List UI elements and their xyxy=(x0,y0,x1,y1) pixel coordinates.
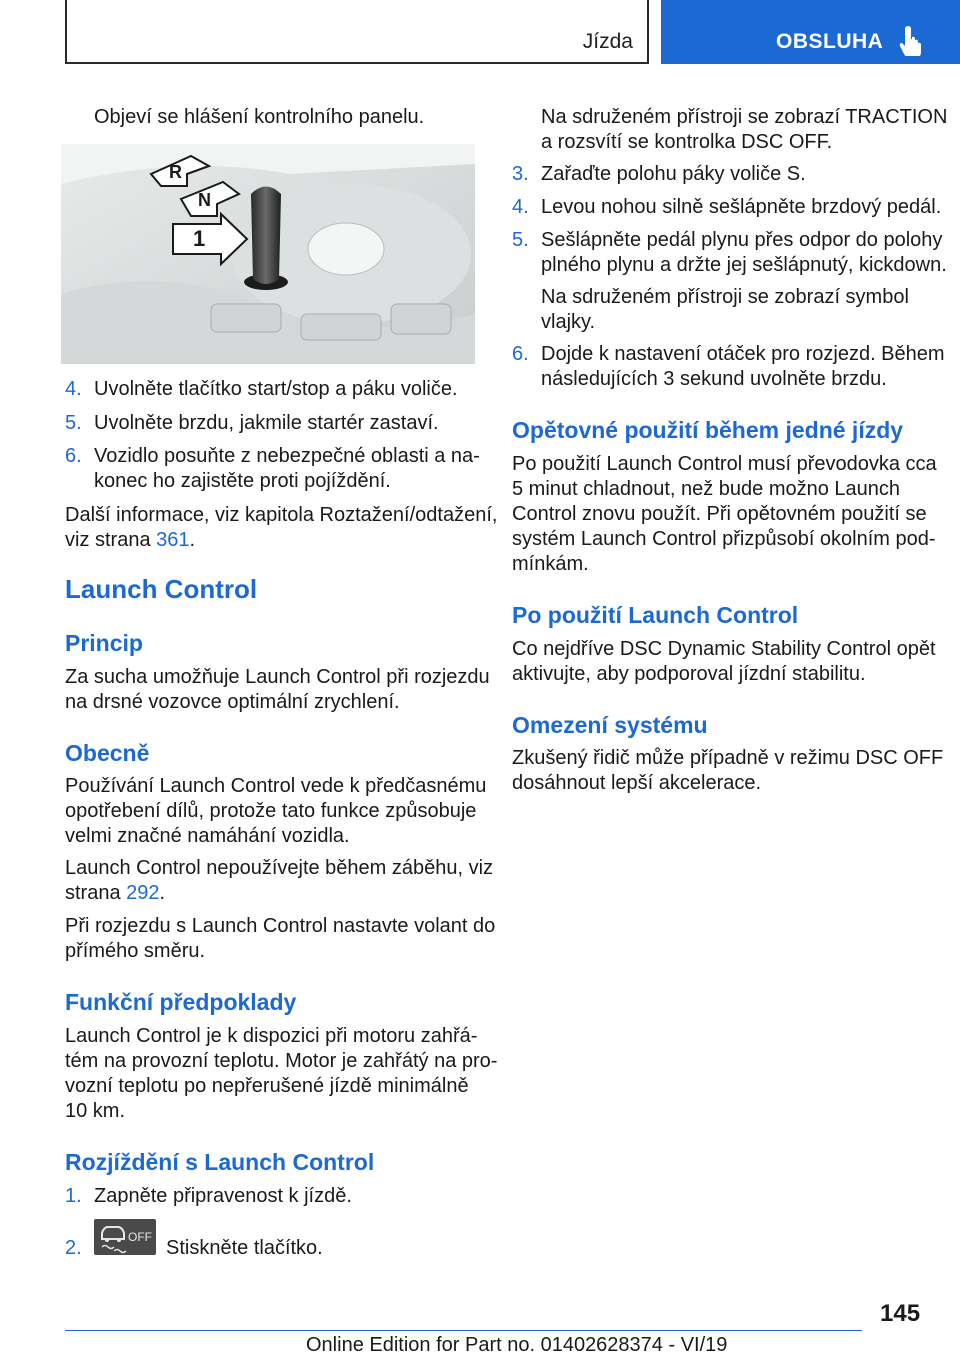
cont-text: Na sdruženém přístroji se zobrazí TRACTION xyxy=(541,106,948,128)
image-label-r: R xyxy=(169,162,182,182)
more-info-text: Další informace, viz kapitola Roztažení/odtažení, xyxy=(65,504,498,526)
opetovne-text: Po použití Launch Control musí převodovka cca xyxy=(512,453,937,475)
heading-po-pouziti: Po použití Launch Control xyxy=(512,602,799,628)
heading-launch-control: Launch Control xyxy=(65,574,258,604)
step-text: následujících 3 sekund uvolněte brzdu. xyxy=(541,368,887,390)
intro-text: Objeví se hlášení kontrolního panelu. xyxy=(94,106,425,128)
button-off-label: OFF xyxy=(128,1230,152,1244)
funkcni-text: Launch Control je k dispozici při motoru zahřá- xyxy=(65,1025,478,1047)
step-number: 2. xyxy=(65,1237,82,1259)
obecne-text: opotřebení dílů, protože tato funkce způsobuje xyxy=(65,800,477,822)
funkcni-text: tém na provozní teplotu. Motor je zahřátý na pro- xyxy=(65,1050,498,1072)
omezeni-text: dosáhnout lepší akcelerace. xyxy=(512,772,762,794)
step-text: Zapněte připravenost k jízdě. xyxy=(94,1185,352,1207)
popouziti-text: aktivujte, aby podporoval jízdní stabilitu. xyxy=(512,663,866,685)
opetovne-text: 5 minut chladnout, než bude možno Launch xyxy=(512,478,901,500)
princip-text: na drsné vozovce optimální zrychlení. xyxy=(65,691,400,713)
obecne-text: Při rozjezdu s Launch Control nastavte volant do xyxy=(65,915,496,937)
obecne-text: Používání Launch Control vede k předčasnému xyxy=(65,775,487,797)
step-text: Uvolněte tlačítko start/stop a páku voliče. xyxy=(94,378,458,400)
dsc-off-button-icon xyxy=(94,1219,156,1255)
step-number: 4. xyxy=(512,196,529,218)
pointing-hand-icon xyxy=(899,24,927,56)
step-text: Stiskněte tlačítko. xyxy=(166,1237,323,1259)
step-text: konec ho zajistěte proti pojíždění. xyxy=(94,470,391,492)
heading-opetovne-pouziti: Opětovné použití během jedné jízdy xyxy=(512,417,904,443)
heading-funkcni-predpoklady: Funkční předpoklady xyxy=(65,989,297,1015)
header-section-tab xyxy=(65,0,649,64)
popouziti-text: Co nejdříve DSC Dynamic Stability Control opět xyxy=(512,638,936,660)
obecne-text: strana 292. xyxy=(65,882,166,904)
obecne-text: Launch Control nepoužívejte během záběhu, viz xyxy=(65,857,494,879)
header-chapter-tab[interactable] xyxy=(661,0,960,64)
step-text: Levou nohou silně sešlápněte brzdový pedál. xyxy=(541,196,942,218)
gear-selector-photo xyxy=(61,144,475,364)
image-label-n: N xyxy=(198,190,211,210)
princip-text: Za sucha umožňuje Launch Control při rozjezdu xyxy=(65,666,490,688)
step-text: Vozidlo posuňte z nebezpečné oblasti a na- xyxy=(94,445,480,467)
obecne-text: velmi značné namáhání vozidla. xyxy=(65,825,350,847)
opetovne-text: systém Launch Control přizpůsobí okolním pod- xyxy=(512,528,936,550)
heading-rozjizdeni: Rozjíždění s Launch Control xyxy=(65,1149,375,1175)
more-info-text: viz strana 361. xyxy=(65,529,196,551)
funkcni-text: vozní teplotu po nepřerušené jízdě minimálně xyxy=(65,1075,469,1097)
step-text: Uvolněte brzdu, jakmile startér zastaví. xyxy=(94,412,439,434)
funkcni-text: 10 km. xyxy=(65,1100,126,1122)
step-note: Na sdruženém přístroji se zobrazí symbol xyxy=(541,286,909,308)
step-number: 6. xyxy=(512,343,529,365)
heading-obecne: Obecně xyxy=(65,740,150,766)
footer-divider xyxy=(65,1330,862,1331)
obecne-text: přímého směru. xyxy=(65,940,206,962)
opetovne-text: Control znovu použít. Při opětovném použití se xyxy=(512,503,927,525)
step-number: 3. xyxy=(512,163,529,185)
step-text: Sešlápněte pedál plynu přes odpor do polohy xyxy=(541,229,943,251)
omezeni-text: Zkušený řidič může případně v režimu DSC OFF xyxy=(512,747,944,769)
cont-text: a rozsvítí se kontrolka DSC OFF. xyxy=(541,131,833,153)
section-title: Jízda xyxy=(582,30,633,53)
step-number: 4. xyxy=(65,378,82,400)
step-number: 6. xyxy=(65,445,82,467)
page-link-292[interactable]: 292 xyxy=(126,882,160,904)
footer-edition: Online Edition for Part no. 01402628374 - VI/19 xyxy=(306,1334,728,1356)
step-text: Zařaďte polohu páky voliče S. xyxy=(541,163,806,185)
image-label-1: 1 xyxy=(193,226,206,251)
page-link-361[interactable]: 361 xyxy=(156,529,190,551)
chapter-title: OBSLUHA xyxy=(776,30,884,53)
opetovne-text: mínkám. xyxy=(512,553,589,575)
heading-princip: Princip xyxy=(65,630,143,656)
heading-omezeni-systemu: Omezení systému xyxy=(512,712,708,738)
step-number: 5. xyxy=(65,412,82,434)
page-number: 145 xyxy=(880,1300,921,1327)
step-text: Dojde k nastavení otáček pro rozjezd. Během xyxy=(541,343,945,365)
step-number: 1. xyxy=(65,1185,82,1207)
step-number: 5. xyxy=(512,229,529,251)
step-text: plného plynu a držte jej sešlápnutý, kickdown. xyxy=(541,254,947,276)
step-note: vlajky. xyxy=(541,311,596,333)
